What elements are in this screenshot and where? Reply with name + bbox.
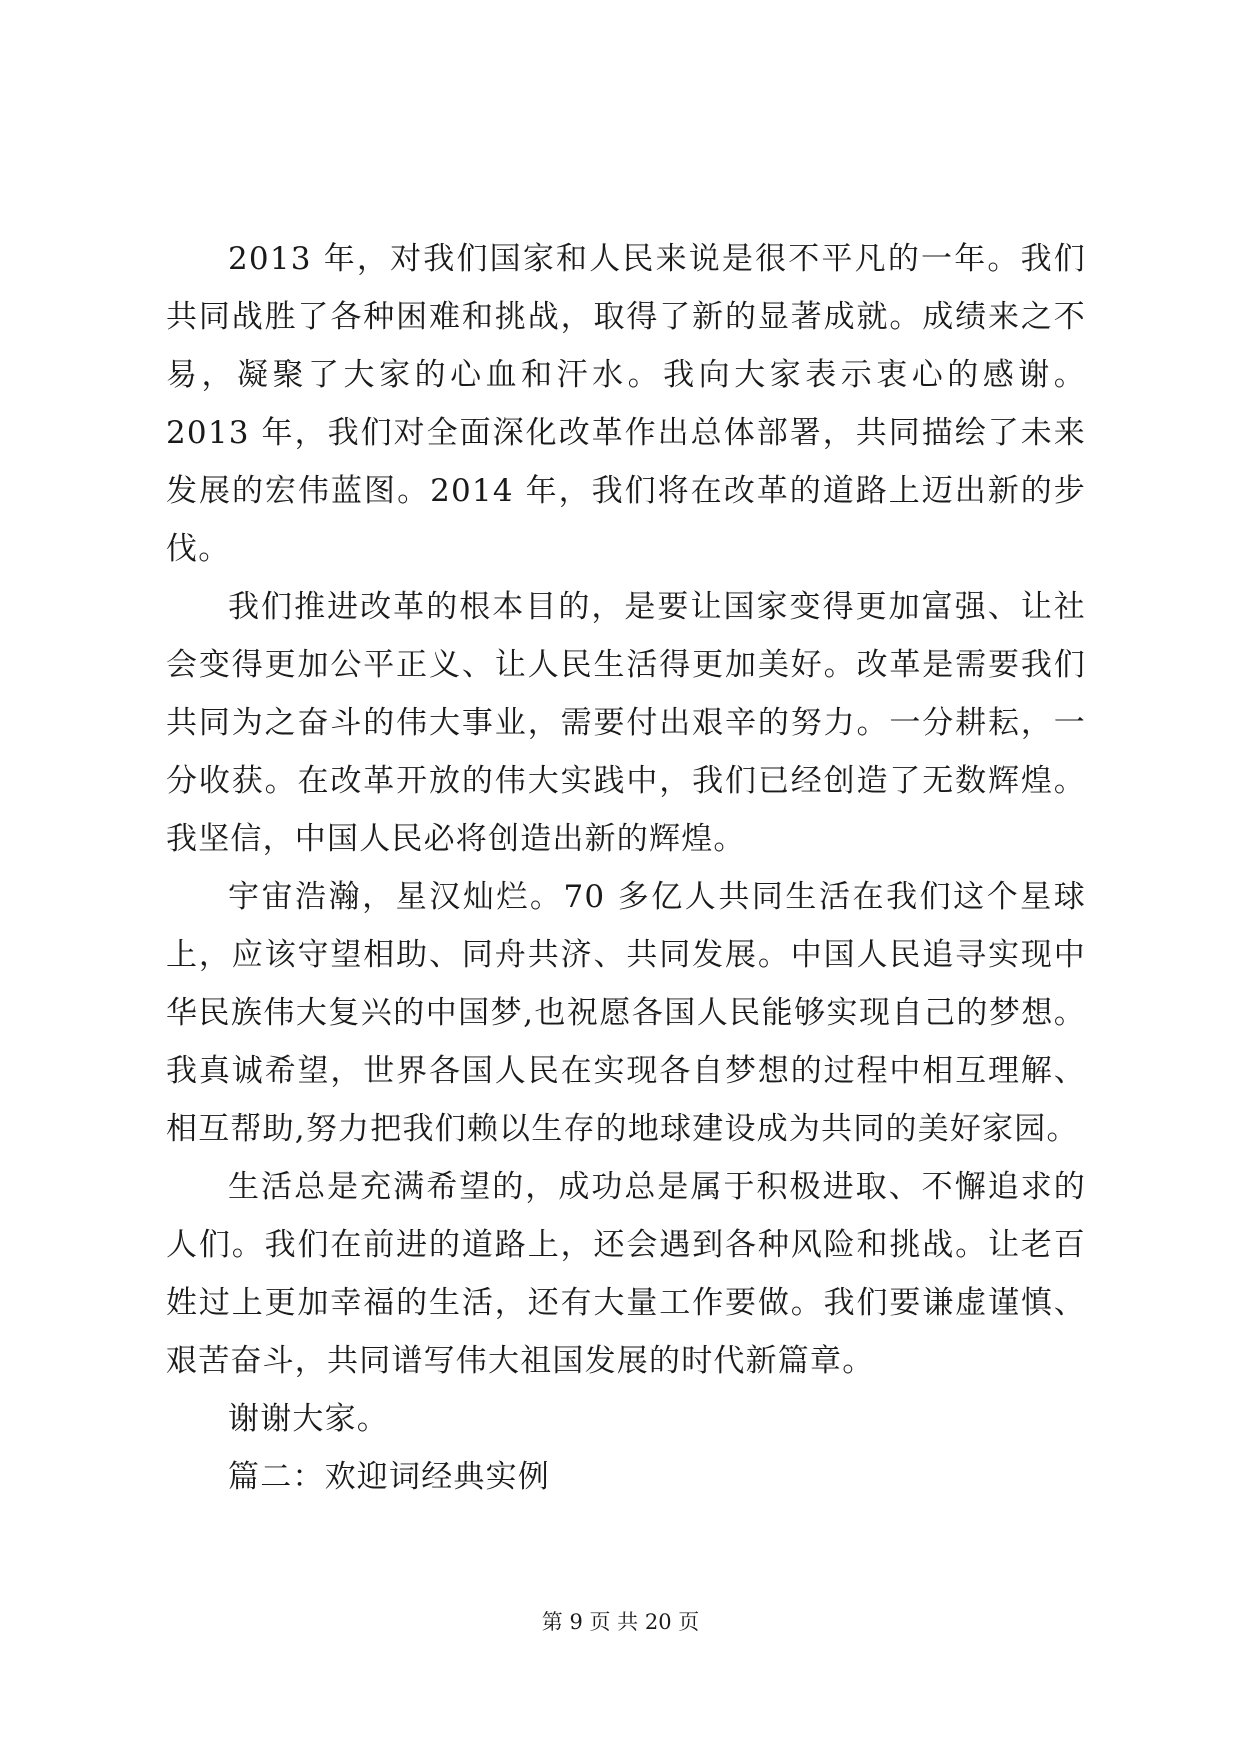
closing-line: 谢谢大家。 xyxy=(228,1401,389,1437)
paragraph: 2013 年，对我们国家和人民来说是很不平凡的一年。我们共同战胜了各种困难和挑战，取得了新的显著成就。成绩来之不易，凝聚了大家的心血和汗水。我向大家表示衷心的感谢。2013 年，我们对全面深化改革作出总体部署，共同描绘了未来发展的宏伟蓝图。2014 年，我们将在改革的道路上迈出新的步伐。 xyxy=(166,241,1086,567)
page-number-footer: 第 9 页 共 20 页 xyxy=(541,1610,700,1634)
document-body xyxy=(166,230,1086,1506)
paragraph: 我们推进改革的根本目的，是要让国家变得更加富强、让社会变得更加公平正义、让人民生活得更加美好。改革是需要我们共同为之奋斗的伟大事业，需要付出艰辛的努力。一分耕耘，一分收获。在改革开放的伟大实践中，我们已经创造了无数辉煌。我坚信，中国人民必将创造出新的辉煌。 xyxy=(166,589,1086,857)
section-heading: 篇二：欢迎词经典实例 xyxy=(228,1459,550,1495)
paragraph: 宇宙浩瀚，星汉灿烂。70 多亿人共同生活在我们这个星球上，应该守望相助、同舟共济、共同发展。中国人民追寻实现中华民族伟大复兴的中国梦,也祝愿各国人民能够实现自己的梦想。我真诚希望，世界各国人民在实现各自梦想的过程中相互理解、相互帮助,努力把我们赖以生存的地球建设成为共同的美好家园。 xyxy=(166,879,1086,1147)
paragraph: 生活总是充满希望的，成功总是属于积极进取、不懈追求的人们。我们在前进的道路上，还会遇到各种风险和挑战。让老百姓过上更加幸福的生活，还有大量工作要做。我们要谦虚谨慎、艰苦奋斗，共同谱写伟大祖国发展的时代新篇章。 xyxy=(166,1169,1086,1379)
